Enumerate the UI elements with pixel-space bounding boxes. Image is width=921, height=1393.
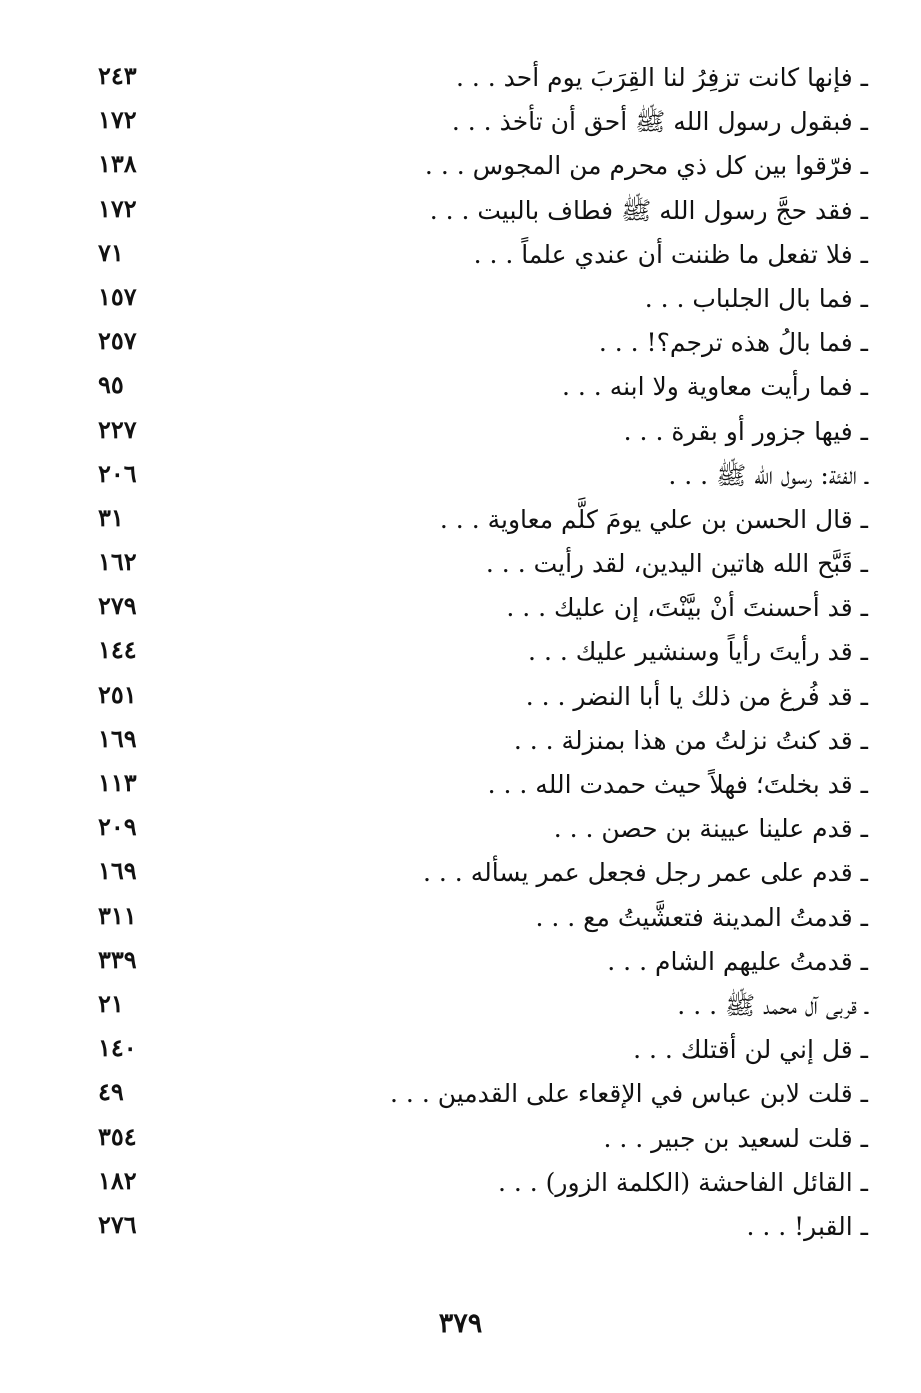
index-entry: [80, 1205, 868, 1249]
index-entry: [80, 984, 868, 1028]
entry-text: ـ قد أحسنتَ أنْ بيَّنْتَ، إن عليك . . .: [506, 593, 868, 623]
index-list: [80, 56, 868, 1249]
entry-text: ـ فلا تفعل ما ظننت أن عندي علماً . . .: [473, 239, 868, 269]
index-entry: [80, 410, 868, 454]
entry-text: ـ قد بخلتَ؛ فهلاً حيث حمدت الله . . .: [487, 770, 868, 799]
entry-text: ـ فقد حجَّ رسول الله ﷺ فطاف بالبيت . . .: [429, 195, 868, 225]
entry-text: ـ فيها جزور أو بقرة . . .: [623, 416, 868, 446]
entry-page-number: ٢٥٧: [98, 326, 137, 356]
index-entry: [80, 189, 868, 233]
entry-page-number: ١٦٩: [98, 723, 137, 753]
entry-page-number: ١٤٤: [98, 635, 137, 665]
entry-page-number: ٤٩: [98, 1077, 124, 1107]
entry-page-number: ٢٢٧: [98, 414, 137, 444]
entry-page-number: ٣٥٤: [98, 1121, 137, 1151]
entry-text: ـ قلت لابن عباس في الإقعاء على القدمين . . .: [390, 1079, 868, 1109]
index-entry: [80, 586, 868, 630]
entry-text: ـ قربى آل محمد ﷺ . . .: [677, 990, 868, 1020]
entry-text: ـ فرّقوا بين كل ذي محرم من المجوس . . .: [424, 151, 868, 181]
entry-page-number: ٣٣٩: [98, 944, 137, 974]
entry-page-number: ١٧٢: [98, 105, 137, 135]
entry-page-number: ١٥٧: [98, 281, 137, 311]
index-entry: [80, 851, 868, 895]
entry-text: ـ قَبَّح الله هاتين اليدين، لقد رأيت . . .: [485, 549, 868, 579]
index-entry: [80, 542, 868, 586]
index-entry: [80, 807, 868, 851]
entry-page-number: ١٦٩: [98, 856, 137, 886]
entry-page-number: ١٤٠: [98, 1033, 137, 1063]
entry-page-number: ٢٤٣: [98, 61, 137, 90]
entry-page-number: ١١٣: [98, 768, 137, 797]
entry-page-number: ٧١: [98, 237, 124, 267]
entry-text: ـ قدمتُ المدينة فتعشَّيتُ مع . . .: [535, 902, 868, 932]
entry-text: ـ فما بال الجلباب . . .: [644, 283, 868, 313]
index-entry: [80, 277, 868, 321]
index-entry: [80, 100, 868, 144]
entry-text: ـ القبر! . . .: [746, 1211, 868, 1241]
index-entry: [80, 1028, 868, 1072]
index-entry: [80, 1161, 868, 1205]
index-entry: [80, 321, 868, 365]
entry-text: ـ فما بالُ هذه ترجم؟! . . .: [598, 328, 868, 358]
page-number: ٣٧٩: [438, 1308, 483, 1339]
entry-text: ـ فما رأيت معاوية ولا ابنه . . .: [562, 372, 868, 402]
entry-text: ـ قل إني لن أقتلك . . .: [633, 1035, 868, 1065]
entry-text: ـ القائل الفاحشة (الكلمة الزور) . . .: [497, 1167, 868, 1197]
entry-text: ـ قال الحسن بن علي يومَ كلَّم معاوية . . .: [439, 504, 868, 534]
index-entry: [80, 1117, 868, 1161]
index-entry: [80, 630, 868, 674]
index-entry: [80, 498, 868, 542]
index-entry: [80, 719, 868, 763]
entry-page-number: ٣١: [98, 502, 124, 532]
entry-text: ـ قدم علينا عيينة بن حصن . . .: [553, 814, 868, 844]
index-entry: [80, 365, 868, 409]
entry-text: ـ قد فُرغ من ذلك يا أبا النضر . . .: [525, 681, 868, 711]
entry-page-number: ١٨٢: [98, 1165, 137, 1195]
entry-page-number: ١٦٢: [98, 547, 137, 577]
index-entry: [80, 454, 868, 498]
entry-page-number: ٣١١: [98, 900, 137, 930]
entry-text: ـ فإنها كانت تزفِرُ لنا القِرَبَ يوم أحد . . .: [455, 63, 868, 92]
entry-page-number: ٢٠٩: [98, 812, 137, 842]
entry-text: ـ قد كنتُ نزلتُ من هذا بمنزلة . . .: [513, 725, 868, 755]
entry-text: ـ قد رأيتَ رأياً وسنشير عليك . . .: [528, 637, 868, 667]
index-entry: [80, 675, 868, 719]
entry-page-number: ١٣٨: [98, 149, 137, 179]
entry-page-number: ٢٠٦: [98, 458, 137, 488]
entry-text: ـ قدمتُ عليهم الشام . . .: [607, 946, 868, 976]
index-entry: [80, 1072, 868, 1116]
entry-text: ـ الفئة: رسول الله ﷺ . . .: [668, 460, 868, 490]
index-entry: [80, 763, 868, 807]
entry-page-number: ١٧٢: [98, 193, 137, 223]
index-entry: [80, 233, 868, 277]
entry-page-number: ٢١: [98, 988, 124, 1018]
index-entry: [80, 144, 868, 188]
entry-page-number: ٢٧٦: [98, 1209, 137, 1239]
entry-page-number: ٢٥١: [98, 679, 137, 709]
entry-page-number: ٩٥: [98, 370, 124, 400]
index-entry: [80, 940, 868, 984]
entry-text: ـ قدم على عمر رجل فجعل عمر يسأله . . .: [423, 858, 868, 888]
entry-text: ـ فبقول رسول الله ﷺ أحق أن تأخذ . . .: [451, 107, 868, 137]
entry-text: ـ قلت لسعيد بن جبير . . .: [603, 1123, 868, 1153]
entry-page-number: ٢٧٩: [98, 591, 137, 621]
index-entry: [80, 896, 868, 940]
index-entry: [80, 56, 868, 100]
